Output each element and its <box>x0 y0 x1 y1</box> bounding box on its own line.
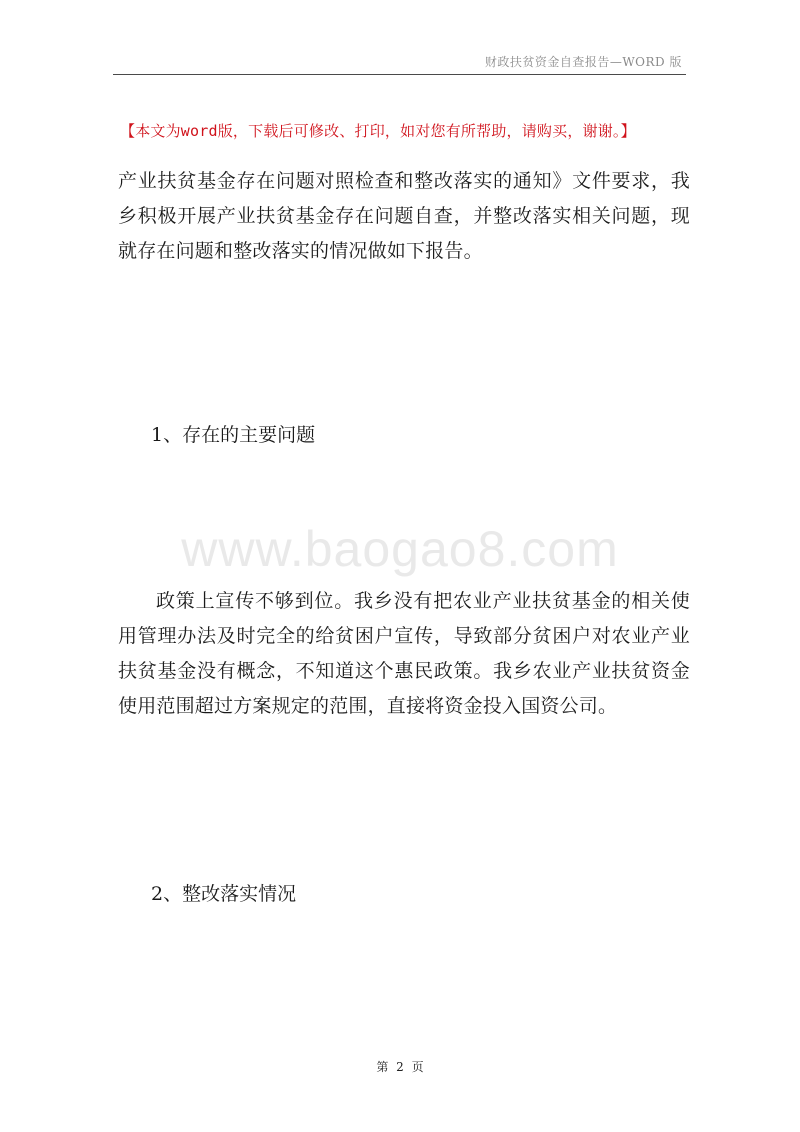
problems-paragraph: 政策上宣传不够到位。我乡没有把农业产业扶贫基金的相关使用管理办法及时完全的给贫困户宣传，导致部分贫困户对农业产业扶贫基金没有概念，不知道这个惠民政策。我乡农业产业扶贫资金使用范围超过方案规定的范围，直接将资金投入国资公司。 <box>118 590 690 717</box>
page-number: 2 <box>396 1060 404 1074</box>
header-title: 财政扶贫资金自查报告—WORD 版 <box>484 55 682 69</box>
footer-suffix: 页 <box>411 1060 424 1074</box>
purchase-notice: 【本文为word版，下载后可修改、打印，如对您有所帮助，请购买，谢谢。】 <box>120 122 636 140</box>
header-divider <box>113 74 686 75</box>
section-heading-problems: 1、存在的主要问题 <box>151 424 316 446</box>
intro-paragraph: 产业扶贫基金存在问题对照检查和整改落实的通知》文件要求，我乡积极开展产业扶贫基金存在问题自查，并整改落实相关问题，现就存在问题和整改落实的情况做如下报告。 <box>118 170 690 262</box>
page-footer <box>0 1058 800 1075</box>
footer-prefix: 第 <box>376 1060 389 1074</box>
watermark: www.baogao8.com <box>181 521 619 577</box>
section-heading-rectification: 2、整改落实情况 <box>151 883 297 905</box>
